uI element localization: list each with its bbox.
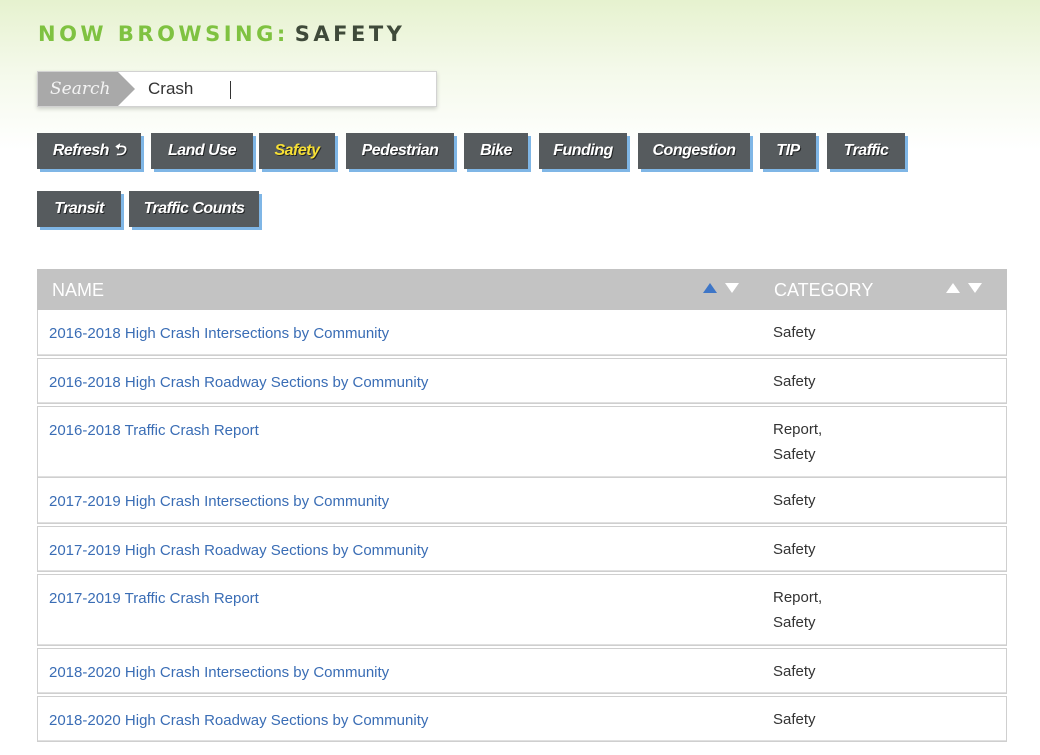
dataset-link[interactable]: 2018-2020 High Crash Roadway Sections by Community [49,712,429,729]
dataset-link[interactable]: 2017-2019 High Crash Intersections by Community [49,493,390,510]
dataset-link[interactable]: 2016-2018 Traffic Crash Report [49,422,259,439]
category-tag: Safety [773,541,816,558]
category-tag: Safety [773,446,816,463]
category-cell [773,659,973,684]
category-tag: Safety [773,614,816,631]
dataset-link[interactable]: 2016-2018 High Crash Roadway Sections by Community [49,374,429,391]
dataset-link[interactable]: 2017-2019 Traffic Crash Report [49,590,259,607]
dataset-link[interactable]: 2018-2020 High Crash Intersections by Community [49,664,390,681]
category-cell [773,707,973,732]
table-body [37,310,1007,742]
filter-button-6[interactable]: Congestion [638,133,750,169]
category-cell [773,488,973,513]
table-row [37,696,1007,742]
filter-button-0[interactable]: Refresh ⮌ [37,133,141,169]
category-cell [773,320,973,345]
filter-button-8[interactable]: Traffic [827,133,905,169]
sort-down-icon[interactable] [968,283,982,293]
sort-up-icon[interactable] [703,283,717,293]
table-row [37,648,1007,694]
dataset-link[interactable]: 2017-2019 High Crash Roadway Sections by Community [49,542,429,559]
category-cell [773,585,973,635]
category-tag: Safety [773,324,816,341]
table-row [37,526,1007,572]
page-title [38,22,405,46]
dataset-link[interactable]: 2016-2018 High Crash Intersections by Community [49,325,390,342]
filter-button-4[interactable]: Bike [464,133,528,169]
category-tag: Safety [773,492,816,509]
filter-button-3[interactable]: Pedestrian [346,133,454,169]
category-tag: Report, [773,421,823,438]
table-row [37,478,1007,524]
table-header [37,269,1007,310]
filter-button-5[interactable]: Funding [539,133,627,169]
filter-button-2[interactable]: Safety [259,133,335,169]
table-row [37,406,1007,478]
category-tag: Safety [773,711,816,728]
browse-label: NOW BROWSING: [38,22,289,46]
results-table [37,269,1007,742]
category-cell [773,369,973,394]
filter-button-9[interactable]: Transit [37,191,121,227]
category-tag: Safety [773,373,816,390]
filter-button-7[interactable]: TIP [760,133,816,169]
column-header-name[interactable]: NAME [52,280,105,300]
category-tag: Report, [773,589,823,606]
search-box[interactable] [37,71,437,107]
category-tag: Safety [773,663,816,680]
sort-up-icon[interactable] [946,283,960,293]
category-cell [773,537,973,562]
search-input[interactable] [148,77,428,101]
table-row [37,310,1007,356]
table-row [37,358,1007,404]
table-row [37,574,1007,646]
sort-down-icon[interactable] [725,283,739,293]
category-cell [773,417,973,467]
browse-value: SAFETY [294,22,406,46]
filter-button-1[interactable]: Land Use [151,133,253,169]
filter-button-10[interactable]: Traffic Counts [129,191,259,227]
text-caret [230,81,231,99]
column-header-category[interactable]: CATEGORY [774,280,874,300]
search-tag: Search [38,72,118,106]
